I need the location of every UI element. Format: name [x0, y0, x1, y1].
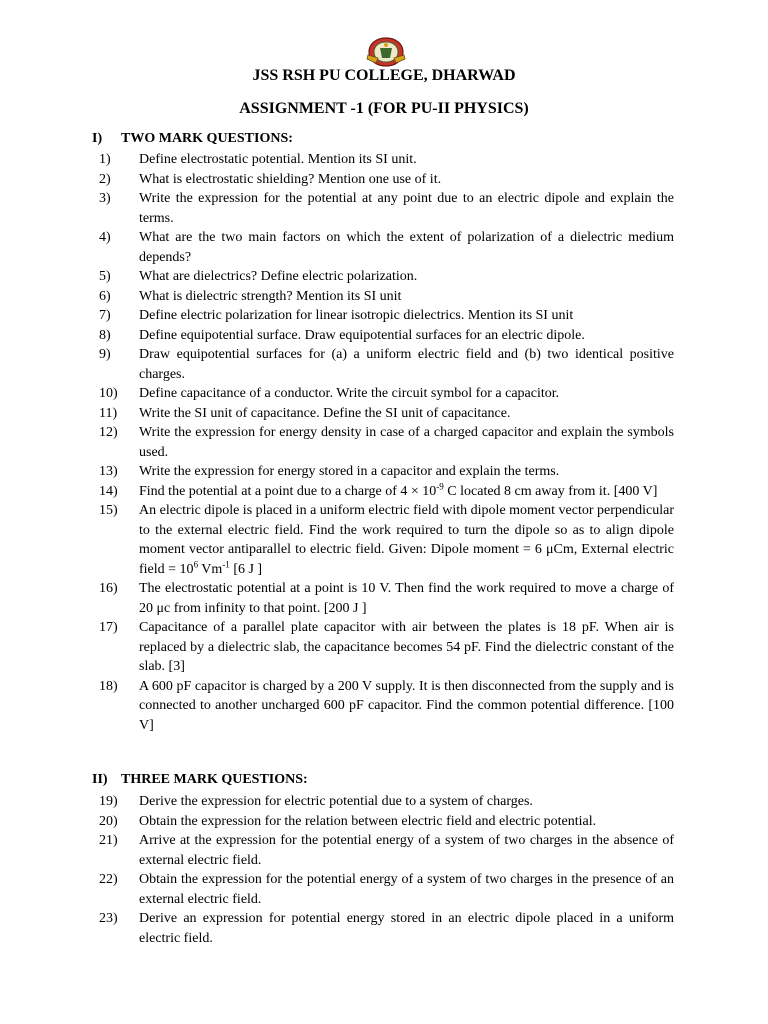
question-text: Arrive at the expression for the potential energy of a system of two charges in the absence of external electric field. — [139, 833, 674, 868]
question-item — [0, 150, 768, 170]
question-item — [0, 870, 768, 909]
question-text: Write the expression for the potential at any point due to an electric dipole and explain the terms. — [139, 191, 674, 226]
question-item — [0, 267, 768, 287]
question-number: 12) — [99, 425, 118, 440]
section-number: I) — [92, 131, 103, 146]
question-text: Define capacitance of a conductor. Write the circuit symbol for a capacitor. — [139, 386, 560, 401]
question-number: 9) — [99, 347, 111, 362]
question-number: 14) — [99, 483, 118, 499]
section-number: II) — [92, 772, 108, 787]
question-text: Obtain the expression for the relation between electric field and electric potential. — [139, 813, 597, 829]
question-number: 3) — [99, 191, 111, 206]
question-item — [0, 462, 768, 482]
assignment-title: ASSIGNMENT -1 (FOR PU-II PHYSICS) — [239, 100, 529, 117]
question-text-part: [6 J ] — [229, 561, 263, 577]
question-item — [0, 170, 768, 190]
superscript-exponent: 6 — [193, 558, 199, 569]
question-item — [0, 326, 768, 346]
question-number: 4) — [99, 230, 111, 245]
question-item — [0, 909, 768, 948]
question-text: The electrostatic potential at a point is 10 V. Then find the work required to move a charge of 20 μc from infinity to that point. [200 J ] — [139, 581, 674, 616]
question-number: 15) — [99, 503, 118, 518]
question-number: 17) — [99, 620, 118, 635]
question-text: Derive the expression for electric potential due to a system of charges. — [139, 794, 533, 809]
question-item — [0, 404, 768, 424]
question-item — [0, 189, 768, 228]
question-number: 22) — [99, 872, 118, 887]
section-heading-three-mark — [92, 772, 308, 788]
question-text — [139, 482, 674, 502]
question-number: 5) — [99, 269, 111, 284]
question-item — [0, 423, 768, 462]
college-name: JSS RSH PU COLLEGE, DHARWAD — [252, 67, 516, 84]
two-mark-question-list — [0, 150, 768, 735]
question-text — [139, 501, 674, 579]
question-text: Capacitance of a parallel plate capacitor with air between the plates is 18 pF. When air is replaced by a dielectric slab, the capacitance becomes 54 pF. Find the dielectric constant of the slab. [3] — [139, 620, 674, 674]
question-number: 18) — [99, 678, 118, 694]
question-text: What is dielectric strength? Mention its SI unit — [139, 288, 402, 304]
question-item — [0, 579, 768, 618]
question-number: 23) — [99, 911, 118, 926]
question-number: 7) — [99, 308, 111, 323]
question-text: Write the expression for energy stored in a capacitor and explain the terms. — [139, 464, 560, 479]
superscript-exponent: -9 — [436, 480, 444, 491]
question-text: What are the two main factors on which the extent of polarization of a dielectric medium depends? — [139, 230, 674, 265]
question-text-part: Vm — [198, 561, 223, 577]
question-item — [0, 345, 768, 384]
question-text: What are dielectrics? Define electric polarization. — [139, 269, 418, 284]
question-item — [0, 618, 768, 677]
question-number: 13) — [99, 464, 118, 479]
question-text: A 600 pF capacitor is charged by a 200 V supply. It is then disconnected from the supply and is connected to another uncharged 600 pF capacitor. Find the common potential difference. [100 V] — [139, 678, 674, 733]
question-item — [0, 287, 768, 307]
section-title: TWO MARK QUESTIONS: — [121, 131, 293, 146]
superscript-exponent: -1 — [222, 558, 230, 569]
question-text-part: Find the potential at a point due to a charge of 4 × 10 — [139, 483, 437, 499]
question-text: Derive an expression for potential energy stored in an electric dipole placed in a uniform electric field. — [139, 911, 674, 946]
three-mark-question-list — [0, 792, 768, 948]
question-text: Define equipotential surface. Draw equipotential surfaces for an electric dipole. — [139, 327, 585, 343]
question-item — [0, 306, 768, 326]
question-number: 1) — [99, 152, 111, 167]
question-text: Define electrostatic potential. Mention its SI unit. — [139, 152, 417, 167]
question-item — [0, 482, 768, 502]
question-text: Obtain the expression for the potential energy of a system of two charges in the presence of an external electric field. — [139, 872, 674, 907]
question-text: What is electrostatic shielding? Mention one use of it. — [139, 171, 442, 187]
question-item — [0, 677, 768, 736]
section-heading-two-mark — [92, 131, 293, 147]
question-number: 8) — [99, 327, 111, 343]
question-item — [0, 384, 768, 404]
section-title: THREE MARK QUESTIONS: — [121, 772, 308, 787]
question-text-part: An electric dipole is placed in a uniform electric field with dipole moment vector perpendicular to the external electric field. Find the work required to turn the dipole so as to align dipole moment vector antiparallel to electric field. Given: Dipole moment = 6 μCm, External electric field = 10 — [139, 503, 674, 577]
question-item — [0, 792, 768, 812]
college-emblem-icon — [366, 36, 406, 68]
question-number: 21) — [99, 833, 118, 848]
question-text: Define electric polarization for linear isotropic dielectrics. Mention its SI unit — [139, 308, 574, 323]
question-text: Write the expression for energy density in case of a charged capacitor and explain the symbols used. — [139, 425, 674, 460]
question-text: Write the SI unit of capacitance. Define the SI unit of capacitance. — [139, 405, 511, 421]
question-number: 10) — [99, 386, 118, 401]
question-number: 16) — [99, 581, 118, 596]
question-item — [0, 812, 768, 832]
question-number: 6) — [99, 288, 111, 304]
question-text-part: C located 8 cm away from it. [400 V] — [443, 483, 658, 499]
question-item — [0, 228, 768, 267]
question-item — [0, 831, 768, 870]
question-number: 2) — [99, 171, 111, 187]
question-item — [0, 501, 768, 579]
question-number: 11) — [99, 405, 118, 421]
question-number: 20) — [99, 813, 118, 829]
question-text: Draw equipotential surfaces for (a) a uniform electric field and (b) two identical positive charges. — [139, 347, 674, 382]
question-number: 19) — [99, 794, 118, 809]
